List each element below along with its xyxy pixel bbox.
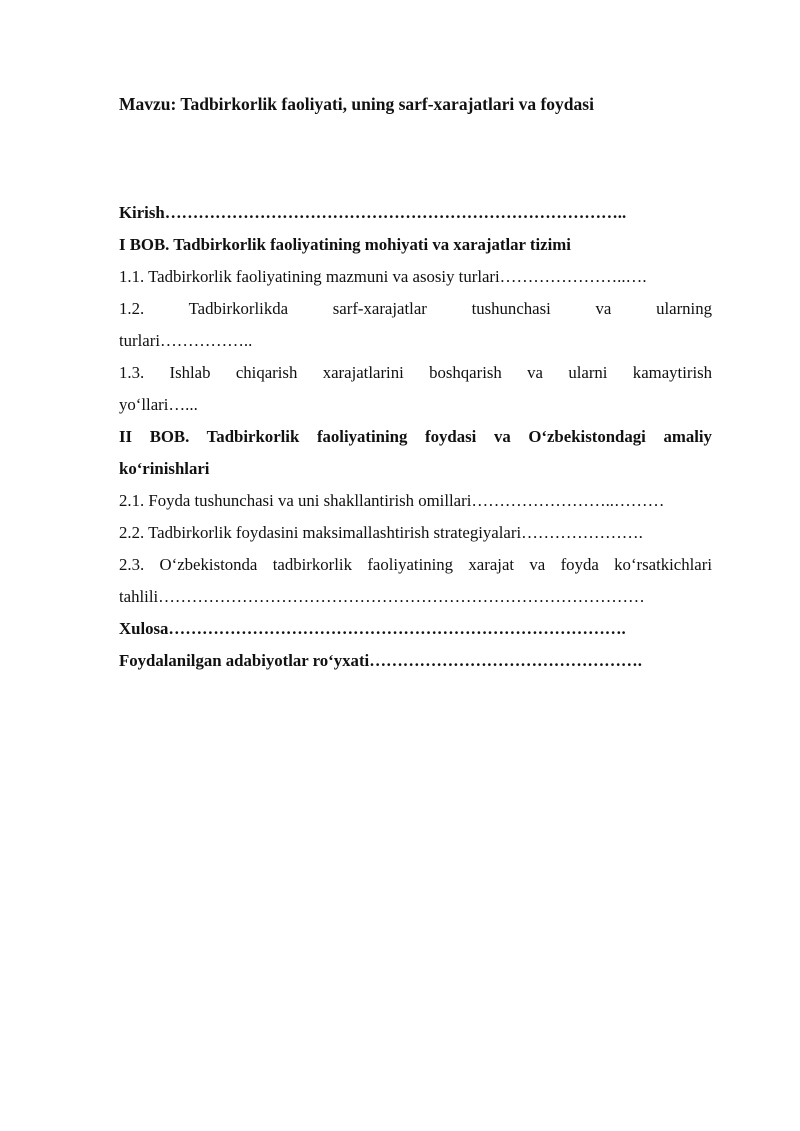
toc-intro: Kirish……………………………………………………………………….. (119, 203, 627, 222)
toc-word: va (529, 555, 546, 574)
toc-word: boshqarish (429, 363, 502, 382)
toc-word: va (595, 299, 612, 318)
toc-word: xarajat (468, 555, 515, 574)
toc-word: 2.3. (119, 555, 145, 574)
toc-section-1-3-end: yo‘llari…... (119, 395, 198, 414)
toc-word: foyda (560, 555, 599, 574)
toc-word: faoliyatining (316, 427, 408, 446)
toc-section-1-2 (119, 293, 712, 325)
toc-section-1-2-end: turlari…………….. (119, 331, 253, 350)
toc-word: amaliy (663, 427, 712, 446)
toc-word: Tadbirkorlik (206, 427, 300, 446)
toc-word: tadbirkorlik (272, 555, 352, 574)
toc-chapter-1: I BOB. Tadbirkorlik faoliyatining mohiyati va xarajatlar tizimi (119, 235, 571, 254)
toc-word: sarf-xarajatlar (332, 299, 427, 318)
toc-word: kamaytirish (632, 363, 713, 382)
toc-word: va (527, 363, 543, 382)
toc-section-2-1: 2.1. Foyda tushunchasi va uni shakllantirish omillari……………………..……… (119, 491, 665, 510)
toc-word: faoliyatining (367, 555, 454, 574)
toc-chapter-2-end: ko‘rinishlari (119, 459, 210, 478)
toc-section-1-1: 1.1. Tadbirkorlik faoliyatining mazmuni va asosiy turlari…………………..…. (119, 267, 647, 286)
toc-section-1-3 (119, 357, 712, 389)
document-topic: Mavzu: Tadbirkorlik faoliyati, uning sarf-xarajatlari va foydasi (119, 94, 594, 114)
toc-word: II (119, 427, 133, 446)
toc-word: BOB. (149, 427, 190, 446)
toc-chapter-2 (119, 421, 712, 453)
toc-word: Ishlab (169, 363, 211, 382)
table-of-contents (119, 197, 712, 677)
toc-section-2-3 (119, 549, 712, 581)
toc-word: foydasi (425, 427, 477, 446)
toc-word: ularning (656, 299, 712, 318)
toc-references: Foydalanilgan adabiyotlar ro‘yxati…………………………………………. (119, 651, 642, 670)
toc-section-2-3-end: tahlili…………………………………………………………………………… (119, 587, 645, 606)
toc-word: ko‘rsatkichlari (614, 555, 713, 574)
toc-word: Tadbirkorlikda (188, 299, 289, 318)
toc-conclusion: Xulosa………………………………………………………………………. (119, 619, 626, 638)
toc-word: 1.2. (119, 299, 145, 318)
toc-section-2-2: 2.2. Tadbirkorlik foydasini maksimallashtirish strategiyalari…………………. (119, 523, 643, 542)
toc-word: va (493, 427, 511, 446)
toc-word: ularni (568, 363, 608, 382)
toc-word: chiqarish (235, 363, 298, 382)
toc-word: xarajatlarini (322, 363, 404, 382)
toc-word: tushunchasi (471, 299, 551, 318)
toc-word: 1.3. (119, 363, 145, 382)
toc-word: O‘zbekistonda (159, 555, 258, 574)
toc-word: O‘zbekistondagi (528, 427, 646, 446)
